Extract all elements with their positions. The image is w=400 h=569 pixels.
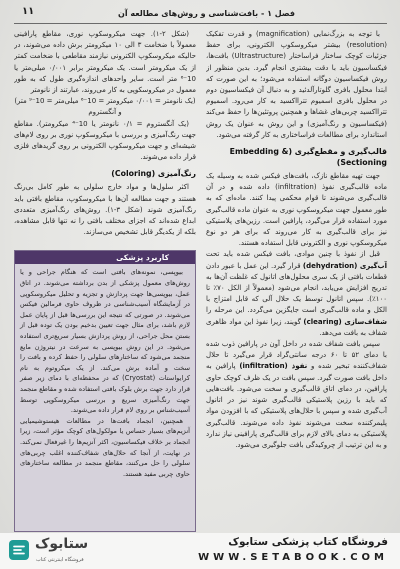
section-heading-staining: رنگ‌آمیزی (Coloring) bbox=[111, 169, 196, 179]
medical-application-box bbox=[14, 250, 196, 532]
paragraph-section-thickness: (شکل ۲-۱). جهت میکروسکوپ نوری، مقاطع پارافینی معمولاً با ضخامت ۳ الی ۱۰ میکرومتر برش داده می‌شوند، در حالیکه میکروسکوپ الکترونی نیازمند مقاطعی با ضخامت کمتر از یک میکرومتر است. یک میکرومتر برابر ۰/۰۰۱ میلی‌متر یا 10⁻⁶ متر است. سایر واحدهای اندازه‌گیری طول که به طور معمول در میکروسکوپی به کار می‌روند، عبارتند از نانومتر bbox=[14, 30, 196, 95]
paragraph-fixation-em: با توجه به بزرگ‌نمایی (magnification) و قدرت تفکیک (resolution) بیشتر میکروسکوپ الکترونی، برای حفظ جزئیات کوچک ساختار فراساختار (Ultrastructure) بافت‌ها، فیکساسیون باید با دقت بیشتری انجام گیرد. بدین منظور از روش فیکساسیون دوگانه استفاده می‌شود؛ به این صورت که ابتدا محلول بافری گلوتارآلدئید و به دنبال آن فیکساسیون دوم در محلول بافری اسمیوم تترااکسید به کار می‌رود. اسمیوم تترااکسید چربی‌های غشاها و همچنین پروتئین‌ها را حفظ می‌کند (فیکساسیون و رنگ‌آمیزی) و این روش به عنوان یک روش استاندارد برای مطالعات فراساختاری به کار گرفته می‌شود. bbox=[206, 30, 387, 139]
box-title: کاربرد پزشکی bbox=[15, 251, 195, 264]
term-dehydration: آب‌گیری (dehydration) bbox=[302, 261, 387, 270]
store-name: فروشگاه کتاب پزشکی ستابوک bbox=[228, 536, 388, 548]
text-run: گویند، زیرا نفوذ این مواد ظاهری شفاف به بافت می‌دهد. bbox=[206, 317, 387, 337]
paragraph-angstrom: (یک آنگستروم = ۰/۱ نانومتر یا 10⁻⁴ میکرومتر). مقاطع جهت رنگ‌آمیزی و بررسی با میکروسکوپ نوری بر روی لام‌های شیشه‌ای و جهت میکروسکوپ الکترونی بر روی گریدهای فلزی قرار داده می‌شوند. bbox=[14, 119, 196, 162]
text-run: قرار گیرد. این عمل با عبور دادن قطعات بافتی از یک سری محلول‌های اتانول که غلظت آن‌ها به تدریج افزایش می‌یابد، انجام می‌شود (معمولاً از الکل ۷۰٪ تا ۱۰۰٪). سپس اتانول توسط یک حلال آلی که قابل امتزاج با الکل و ماده قالب‌گیری است جایگزین می‌گردد. این مرحله را bbox=[206, 261, 387, 315]
right-column bbox=[206, 29, 387, 532]
paragraph-embedding: جهت تهیه مقاطع نازک، بافت‌های فیکس شده به وسیله یک ماده قالب‌گیری نفوذ (infiltration) داده شده و در آن قالب‌گیری می‌شوند تا قوام محکمی پیدا کنند. ماده‌ای که به طور معمول جهت میکروسکوپ نوری به عنوان ماده قالب‌گیری مورد استفاده قرار می‌گیرد، پارافین است. رزین‌های پلاستیکی نیز برای قالب‌گیری به کار می‌روند که برای هر دو نوع میکروسکوپ نوری و الکترونی قابل استفاده هستند. bbox=[206, 172, 387, 248]
text-run: پارافین به داخل بافت صورت گیرد. سپس بافت در یک ظرف کوچک حاوی پارافین، در دمای اتاق قالب‌گیری و سخت می‌شود. بافت‌هایی که باید با رزین پلاستیکی قالب‌گیری شوند نیز در اتانول آب‌گیری شده و سپس با حلال‌های پلاستیکی که با افزودن مواد پلیمرکننده سخت می‌شوند نفوذ داده می‌شوند. قالب‌گیری پلاستیکی به دمای بالای لازم برای قالب‌گیری پارافینی نیاز ندارد و به این ترتیب از چروکیدگی بافت جلوگیری می‌شود. bbox=[206, 362, 387, 449]
units-equation: (یک نانومتر = ۰/۰۰۱ میکرومتر = 10⁻⁶ میلی‌متر = 10⁻⁹ متر) و آنگستروم bbox=[14, 97, 196, 117]
box-paragraph: همچنین، انجماد بافت‌ها در مطالعات هیستوشیمیایی آنزیم‌های بسیار حساس یا مولکول‌های کوچک مؤثر است، زیرا انجماد بر خلاف فیکساسیون، اکثر آنزیم‌ها را غیرفعال نمی‌کند. در نهایت، از آنجا که حلال‌های شفاف‌کننده اغلب چربی‌های سلولی را حل می‌کنند، مقاطع منجمد در مطالعه ساختارهای حاوی چربی مفید هستند. bbox=[20, 416, 190, 478]
store-url: WWW.SETABOOK.COM bbox=[198, 552, 388, 563]
text-run: سپس بافت شفاف شده در داخل آون در پارافین ذوب شده با دمای ۵۲ تا ۶۰ درجه سانتی‌گراد قرار می‌گیرد تا حلال شفاف‌کننده تبخیر شده و bbox=[206, 340, 387, 371]
text-run: قبل از نفوذ با چنین موادی، بافت فیکس شده باید تحت bbox=[206, 250, 380, 259]
section-heading-embedding: قالب‌گیری و مقطع‌گیری (Embedding & Sectioning) bbox=[229, 147, 387, 168]
running-header bbox=[14, 5, 387, 24]
box-body bbox=[15, 264, 195, 481]
paragraph-infiltration bbox=[206, 339, 387, 451]
setabook-logo-icon bbox=[8, 539, 30, 565]
logo-caption: فروشگاه اینترنتی کتاب bbox=[36, 557, 84, 563]
store-watermark bbox=[0, 533, 400, 569]
paragraph-dehydration bbox=[206, 249, 387, 339]
setabook-logo bbox=[8, 537, 104, 566]
chapter-title: فصل ۱ - بافت‌شناسی و روش‌های مطالعه آن bbox=[118, 9, 295, 18]
term-infiltration: نفوذ (infiltration) bbox=[239, 362, 308, 371]
term-clearing: شفاف‌سازی (clearing) bbox=[303, 317, 387, 326]
paragraph-staining: اکثر سلول‌ها و مواد خارج سلولی به طور کامل بی‌رنگ هستند و جهت مطالعه آن‌ها با میکروسکوپ، مقاطع بافتی باید رنگ‌آمیزی شوند (شکل ۳-۱). روش‌های رنگ‌آمیزی متعددی ابداع شده‌اند که اجزای مختلف بافتی را نه تنها قابل مشاهده، بلکه از یکدیگر قابل تشخیص می‌سازند. bbox=[14, 183, 196, 237]
left-column bbox=[14, 29, 196, 532]
box-paragraph: بیوپسی، نمونه‌های بافتی است که هنگام جراحی و یا روش‌های معمول پزشکی از بدن برداشته می‌شوند. در اتاق عمل، بیوپسی‌ها جهت پردازش و تجزیه و تحلیل میکروسکوپی در آزمایشگاه آسیب‌شناسی در ظروف حاوی فرمالین فیکس می‌شوند. در صورتی که نتیجه این بررسی‌ها قبل از پایان عمل لازم باشد، برای مثال جهت تعیین بدخیم بودن یک توده قبل از بستن محل جراحی، از روش پردازش بسیار سریع‌تری استفاده می‌شود. در این روش بیوپسی به سرعت در نیتروژن مایع منجمد می‌شود که ساختارهای سلولی را حفظ کرده و بافت را سخت و آماده برش می‌کند. از یک میکروتوم به نام کرایواستات (Cryostat) که در محفظه‌ای با دمای زیر صفر قرار دارد جهت برش بلوک بافتی استفاده شده و مقاطع منجمد جهت رنگ‌آمیزی سریع و بررسی میکروسکوپی توسط آسیب‌شناس بر روی لام قرار داده می‌شوند. bbox=[20, 268, 190, 415]
page-number: ۱۱ bbox=[22, 6, 35, 17]
logo-wordmark: ستابوک bbox=[35, 536, 89, 552]
